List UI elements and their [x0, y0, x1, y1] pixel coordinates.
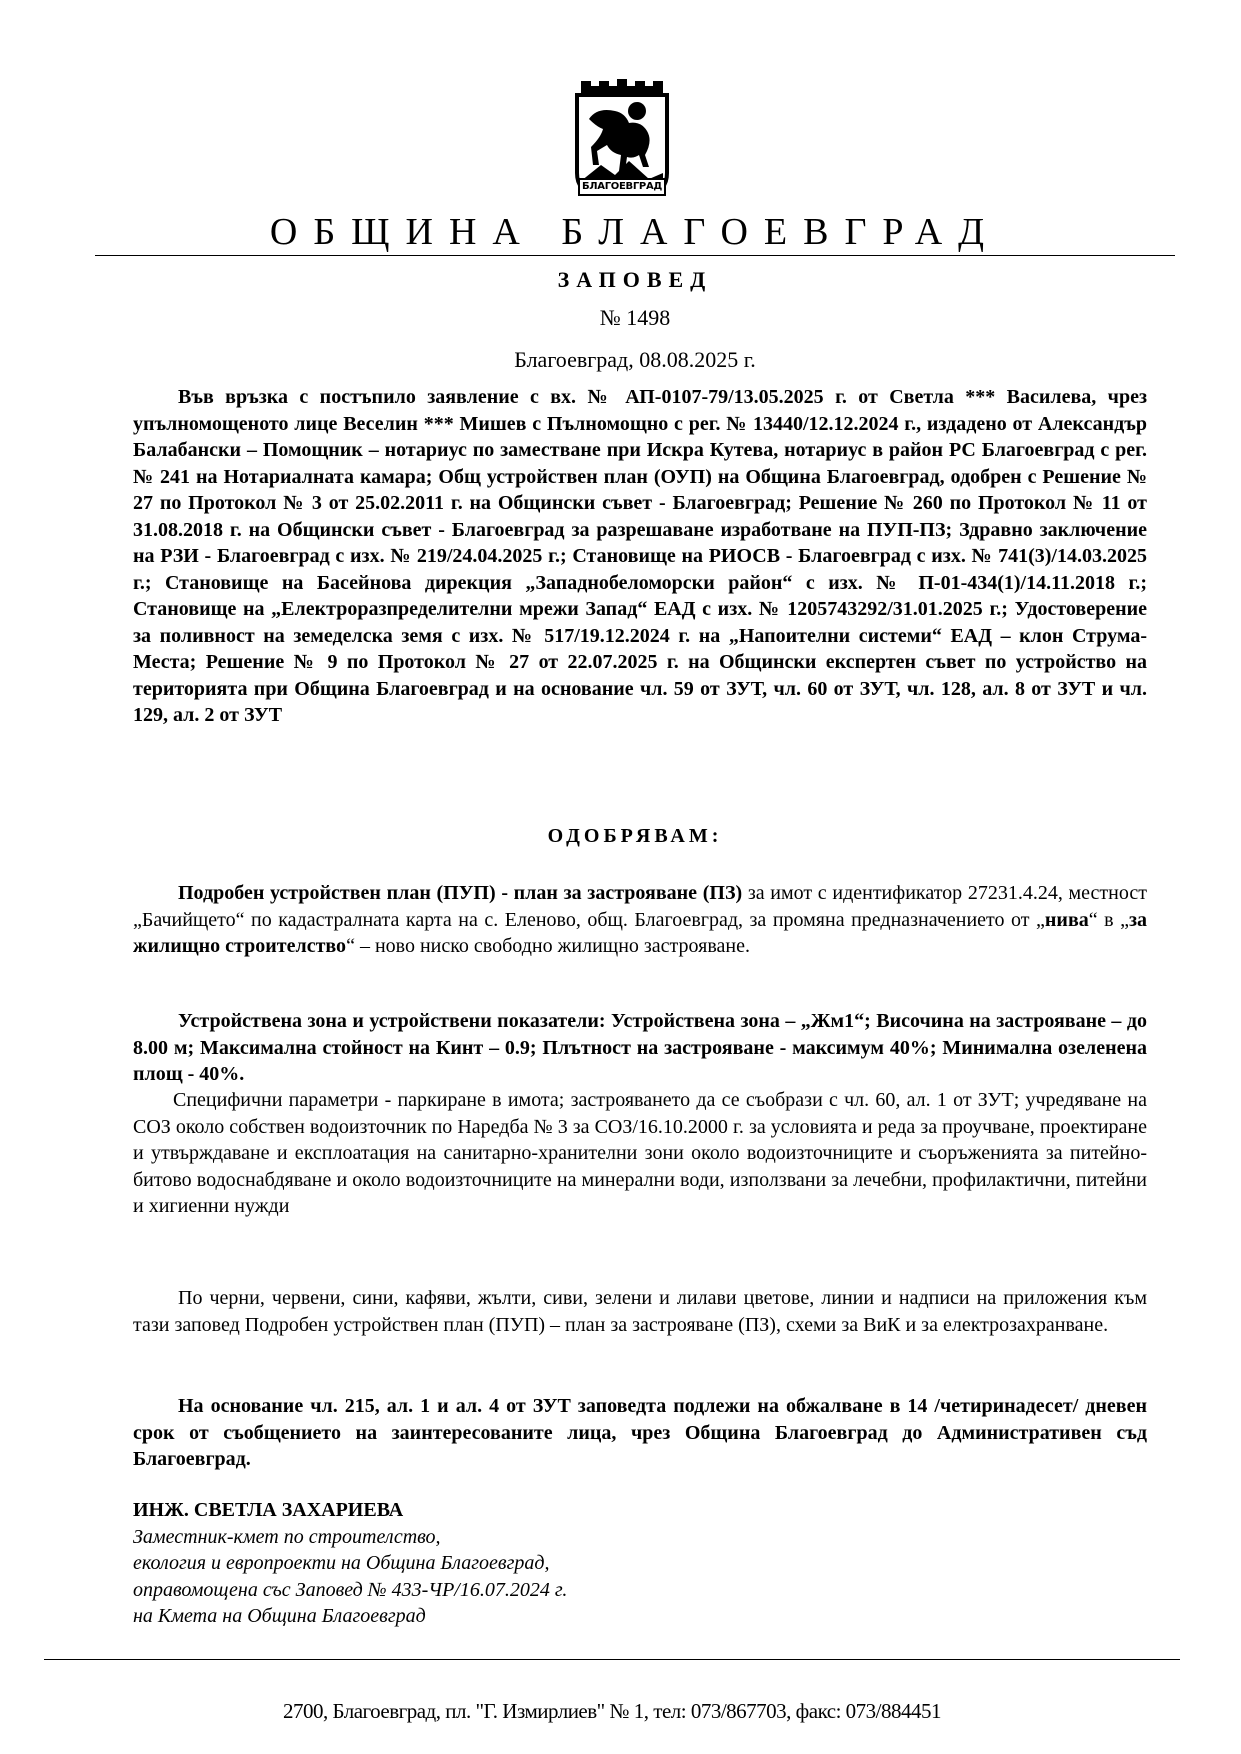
order-title: ЗАПОВЕД	[557, 267, 713, 292]
signatory-role-line: екология и европроекти на Община Благоевград,	[133, 1552, 550, 1574]
specific-parameters-paragraph: Специфични параметри - паркиране в имота; застрояването да се съобрази с чл. 60, ал. 1 от ЗУТ; учредяване на СОЗ около собствен водоизточник по Наредба № 3 за СОЗ/16.10.2000 г. за условията и реда за проучване, проектиране и утвърждаване и експлоатация на санитарно-хранителни зони около водоизточниците и съоръженията за питейно-битово водоснабдяване и около водоизточниците на минерални води, използвани за лечебни, профилактични, питейни и хигиенни нужди	[133, 1089, 1147, 1217]
header-divider	[95, 255, 1175, 256]
signatory-name: ИНЖ. СВЕТЛА ЗАХАРИЕВА	[133, 1499, 404, 1521]
approve-heading: ОДОБРЯВАМ:	[547, 825, 723, 847]
emblem-label: БЛАГОЕВГРАД	[581, 181, 663, 192]
colors-paragraph: По черни, червени, сини, кафяви, жълти, сиви, зелени и лилави цветове, линии и надписи на приложения към тази заповед Подробен устройствен план (ПУП) – план за застрояване (ПЗ), схеми за ВиК и за електрозахранване.	[133, 1287, 1147, 1336]
signatory-role-line: оправомощена със Заповед № 433-ЧР/16.07.2024 г.	[133, 1578, 568, 1601]
zone-indicators-paragraph: Устройствена зона и устройствени показатели: Устройствена зона – „Жм1“; Височина на застрояване – до 8.00 м; Максимална стойност на Кинт – 0.9; Плътност на застрояване - максимум 40%; Минимална озеленена площ - 40%.	[133, 1010, 1147, 1085]
appeal-paragraph: На основание чл. 215, ал. 1 и ал. 4 от ЗУТ заповедта подлежи на обжалване в 14 /четиринадесет/ дневен срок от съобщението на заинтересованите лица, чрез Община Благоевград до Административен съд Благоевград.	[133, 1395, 1147, 1470]
order-place-date: Благоевград, 08.08.2025 г.	[514, 347, 756, 372]
plan-paragraph	[133, 880, 1147, 960]
plan-text-1: за имот с идентификатор 27231.4.24, местност „Бачийщето“ по кадастралната карта на с. Еленово, общ. Благоевград, за промяна предназначението от „	[133, 882, 1147, 931]
municipality-title: ОБЩИНА БЛАГОЕВГРАД	[269, 211, 1001, 253]
plan-bold-lead: Подробен устройствен план (ПУП) - план за застрояване (ПЗ)	[178, 882, 743, 904]
signatory-role-line: на Кмета на Община Благоевград	[133, 1605, 426, 1627]
footer-divider	[44, 1659, 1180, 1660]
order-number: № 1498	[599, 305, 671, 330]
municipality-emblem	[567, 75, 677, 205]
plan-bold-from: нива	[1044, 908, 1089, 931]
plan-text-3: “ – ново ниско свободно жилищно застрояване.	[346, 935, 750, 957]
footer-address: 2700, Благоевград, пл. "Г. Измирлиев" № 1, тел: 073/867703, факс: 073/884451	[282, 1699, 942, 1723]
plan-bold-to: за жилищно строителство	[133, 908, 1148, 957]
signatory-block	[133, 1497, 1033, 1630]
preamble-paragraph: Във връзка с постъпило заявление с вх. № АП-0107-79/13.05.2025 г. от Светла *** Василева, чрез упълномощеното лице Веселин *** Мишев с Пълномощно с рег. № 13440/12.12.2024 г., издадено от Александър Балабански – Помощник – нотариус по заместване при Искра Кутева, нотариус в район РС Благоевград с рег. № 241 на Нотариалната камара; Общ устройствен план (ОУП) на Община Благоевград, одобрен с Решение № 27 по Протокол № 3 от 25.02.2011 г. на Общински съвет - Благоевград; Решение № 260 по Протокол № 11 от 31.08.2018 г. на Общински съвет - Благоевград за разрешаване изработване на ПУП-ПЗ; Здравно заключение на РЗИ - Благоевград с изх. № 219/24.04.2025 г.; Становище на РИОСВ - Благоевград с изх. № 741(3)/14.03.2025 г.; Становище на Басейнова дирекция „Западнобеломорски район“ с изх. № П-01-434(1)/14.11.2018 г.; Становище на „Електроразпределителни мрежи Запад“ ЕАД с изх. № 1205743292/31.01.2025 г.; Удостоверение за поливност на земеделска земя с изх. № 517/19.12.2024 г. на „Напоителни системи“ ЕАД – клон Струма-Места; Решение № 9 по Протокол № 27 от 22.07.2025 г. на Общински експертен съвет по устройство на територията при Община Благоевград и на основание чл. 59 от ЗУТ, чл. 60 от ЗУТ, чл. 128, ал. 8 от ЗУТ и чл. 129, ал. 2 от ЗУТ	[133, 386, 1147, 726]
signatory-role-line: Заместник-кмет по строителство,	[133, 1525, 441, 1548]
plan-text-2: “ в „	[1088, 908, 1129, 931]
